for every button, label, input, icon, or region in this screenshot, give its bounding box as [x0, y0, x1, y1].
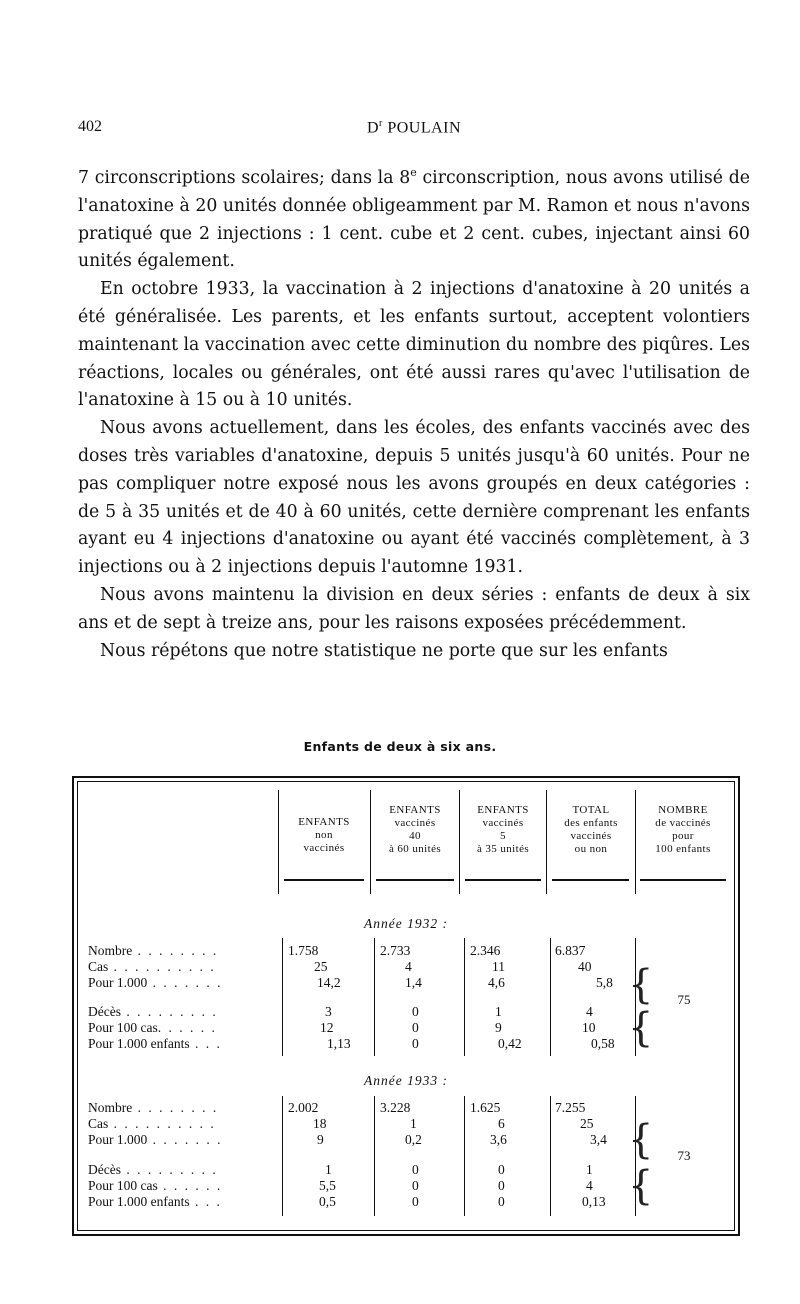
header-rule: [284, 879, 364, 881]
table-cell: 18: [313, 1116, 327, 1131]
table-row-label: Décès . . . . . . . . .: [88, 1162, 218, 1177]
brace: {: [628, 962, 654, 1008]
table-cell: 2.733: [380, 943, 411, 958]
table-cell: 1.625: [470, 1100, 501, 1115]
table-cell: 12: [320, 1020, 334, 1035]
table-cell: 25: [580, 1116, 594, 1131]
table-cell: 4,6: [488, 975, 505, 990]
body-text: [78, 165, 750, 665]
table-cell: 3.228: [380, 1100, 411, 1115]
row-rule: [550, 1096, 551, 1216]
table-cell: 1.758: [288, 943, 319, 958]
col-header-line: ENFANTS: [298, 816, 350, 828]
table-cell: 0: [498, 1178, 505, 1193]
table-cell: 3: [325, 1004, 332, 1019]
row-rule: [550, 938, 551, 1056]
col-rule: [459, 790, 460, 894]
table-cell: 0,13: [582, 1194, 606, 1209]
table-row-label: Pour 100 cas . . . . . .: [88, 1178, 223, 1193]
table-row-label: Nombre . . . . . . . .: [88, 943, 219, 958]
col-header-line: ENFANTS: [477, 804, 529, 816]
header-rule: [465, 879, 541, 881]
row-rule: [374, 1096, 375, 1216]
statistics-table: [72, 776, 740, 1236]
col-header-line: 5: [500, 830, 506, 842]
year-1933-label: Année 1933 :: [364, 1073, 448, 1088]
table-cell: 40: [578, 959, 592, 974]
col-header-line: non: [315, 829, 333, 841]
table-cell: 0: [412, 1194, 419, 1209]
header-rule: [552, 879, 629, 881]
column-header-vaccines-40-60: [372, 804, 458, 856]
paragraph-1: [78, 165, 750, 276]
table-cell: 9: [317, 1132, 324, 1147]
table-row-label: Décès . . . . . . . . .: [88, 1004, 218, 1019]
row-label-text: Pour 1.000 enfants: [88, 1194, 190, 1209]
table-row-label: Cas . . . . . . . . . .: [88, 1116, 216, 1131]
row-label-text: Décès: [88, 1004, 121, 1019]
table-cell: 0: [498, 1194, 505, 1209]
table-cell: 2.002: [288, 1100, 319, 1115]
row-rule: [374, 938, 375, 1056]
paragraph-3: Nous avons actuellement, dans les écoles, des enfants vaccinés avec des doses très variables d'anatoxine, depuis 5 unités jusqu'à 60 unités. Pour ne pas compliquer notre exposé nous les avons groupés en deux catégories : de 5 à 35 unités et de 40 à 60 unités, cette dernière comprenant les enfants ayant eu 4 injections d'anatoxine ou ayant été vaccinés complètement, à 3 injections ou à 2 injections depuis l'automne 1931.: [78, 418, 750, 578]
col-header-line: vaccinés: [394, 817, 436, 829]
row-rule: [282, 938, 283, 1056]
table-cell: 0: [412, 1004, 419, 1019]
col-rule: [278, 790, 279, 894]
table-cell: 4: [586, 1178, 593, 1193]
paragraph-2: En octobre 1933, la vaccination à 2 injections d'anatoxine à 20 unités a été généralisée. Les parents, et les enfants surtout, acceptent volontiers maintenant la vaccination avec cette diminution du nombre des piqûres. Les réactions, locales ou générales, ont été aussi rares qu'avec l'utilisation de l'anatoxine à 15 ou à 10 unités.: [78, 279, 750, 411]
paragraph-4: Nous avons maintenu la division en deux séries : enfants de deux à six ans et de sept à treize ans, pour les raisons exposées précédemment.: [78, 584, 750, 633]
table-cell: 5,5: [319, 1178, 336, 1193]
col-header-line: vaccinés: [570, 830, 612, 842]
column-header-total: [548, 804, 634, 856]
paragraph-5: Nous répétons que notre statistique ne porte que sur les enfants: [100, 640, 668, 661]
table-cell: 2.346: [470, 943, 501, 958]
table-cell: 0,58: [591, 1036, 615, 1051]
col-header-line: ENFANTS: [389, 804, 441, 816]
author-prefix: D: [366, 119, 379, 137]
row-label-text: Cas: [88, 1116, 109, 1131]
row-rule: [282, 1096, 283, 1216]
table-cell: 6: [498, 1116, 505, 1131]
table-cell: 0,2: [405, 1132, 422, 1147]
p1-sup: e: [410, 166, 417, 180]
row-label-text: Nombre: [88, 1100, 133, 1115]
author-sup: r: [379, 118, 383, 129]
table-row-label: Pour 100 cas. . . . . .: [88, 1020, 217, 1035]
running-head-author: [78, 118, 750, 137]
row-label-text: Pour 1.000: [88, 975, 148, 990]
table-row-label: Nombre . . . . . . . .: [88, 1100, 219, 1115]
col-header-line: à 35 unités: [476, 843, 530, 855]
page-header: [78, 118, 750, 142]
col-header-line: vaccinés: [303, 842, 345, 854]
col-rule: [370, 790, 371, 894]
table-cell: 4: [405, 959, 412, 974]
col-header-line: de vaccinés: [655, 817, 711, 829]
row-label-text: Pour 100 cas: [88, 1020, 158, 1035]
table-cell: 10: [582, 1020, 596, 1035]
table-cell: 0: [412, 1178, 419, 1193]
table-cell: 7.255: [555, 1100, 586, 1115]
col-header-line: des enfants: [564, 817, 618, 829]
table-row-label: Pour 1.000 enfants . . .: [88, 1036, 222, 1051]
table-row-label: Pour 1.000 . . . . . . .: [88, 1132, 223, 1147]
table-row-label: Cas . . . . . . . . . .: [88, 959, 216, 974]
table-cell: 6.837: [555, 943, 586, 958]
table-cell: 0: [412, 1036, 419, 1051]
year-1932-label: Année 1932 :: [364, 916, 448, 931]
table-cell: 1,13: [327, 1036, 351, 1051]
col-rule: [546, 790, 547, 894]
row-label-text: Pour 100 cas: [88, 1178, 158, 1193]
col-header-line: 100 enfants: [655, 843, 711, 855]
table-cell: 1: [325, 1162, 332, 1177]
table-row-label: Pour 1.000 . . . . . . .: [88, 975, 223, 990]
row-label-text: Décès: [88, 1162, 121, 1177]
header-rule: [640, 879, 726, 881]
col-header-line: à 60 unités: [388, 843, 442, 855]
brace: {: [628, 1007, 654, 1053]
author-name: POULAIN: [382, 119, 462, 137]
table-caption: Enfants de deux à six ans.: [303, 739, 497, 754]
col-header-line: vaccinés: [482, 817, 524, 829]
table-cell: 0,5: [319, 1194, 336, 1209]
table-cell: 4: [586, 1004, 593, 1019]
row-rule: [464, 1096, 465, 1216]
table-row-label: Pour 1.000 enfants . . .: [88, 1194, 222, 1209]
column-header-non-vaccines: [280, 816, 368, 855]
table-cell: 1,4: [405, 975, 422, 990]
column-header-pct-vaccinated: [637, 804, 729, 856]
table-cell: 5,8: [596, 975, 613, 990]
brace: {: [628, 1165, 654, 1211]
col-header-line: 40: [409, 830, 421, 842]
col-header-line: NOMBRE: [658, 804, 708, 816]
col-rule: [635, 790, 636, 894]
col-header-line: TOTAL: [572, 804, 610, 816]
table-cell: 25: [314, 959, 328, 974]
table-cell: 3,4: [590, 1132, 607, 1147]
p1-part-b: circonscription, nous avons utilisé de l'anatoxine à 20 unités donnée obligeamment par M. Ramon et nous n'avons pratiqué que 2 injections : 1 cent. cube et 2 cent. cubes, injectant ainsi 60 unités également.: [78, 168, 750, 272]
table-cell: 1: [495, 1004, 502, 1019]
brace: {: [628, 1117, 654, 1163]
pct-vaccinated-1932: 75: [677, 992, 691, 1007]
pct-vaccinated-1933: 73: [677, 1148, 691, 1163]
table-cell: 3,6: [490, 1132, 507, 1147]
row-label-text: Cas: [88, 959, 109, 974]
row-label-text: Pour 1.000 enfants: [88, 1036, 190, 1051]
row-label-text: Pour 1.000: [88, 1132, 148, 1147]
header-rule: [376, 879, 454, 881]
table-cell: 1: [410, 1116, 417, 1131]
table-cell: 9: [495, 1020, 502, 1035]
table-cell: 14,2: [317, 975, 341, 990]
row-rule: [464, 938, 465, 1056]
col-header-line: ou non: [574, 843, 608, 855]
col-header-line: pour: [672, 830, 694, 842]
p1-part-a: 7 circonscriptions scolaires; dans la 8: [78, 168, 411, 188]
table-cell: 11: [492, 959, 505, 974]
table-cell: 0: [412, 1162, 419, 1177]
table-cell: 0,42: [498, 1036, 522, 1051]
table-cell: 1: [586, 1162, 593, 1177]
column-header-vaccines-5-35: [461, 804, 545, 856]
table-cell: 0: [412, 1020, 419, 1035]
page-number: 402: [78, 118, 102, 135]
table-cell: 0: [498, 1162, 505, 1177]
row-label-text: Nombre: [88, 943, 133, 958]
